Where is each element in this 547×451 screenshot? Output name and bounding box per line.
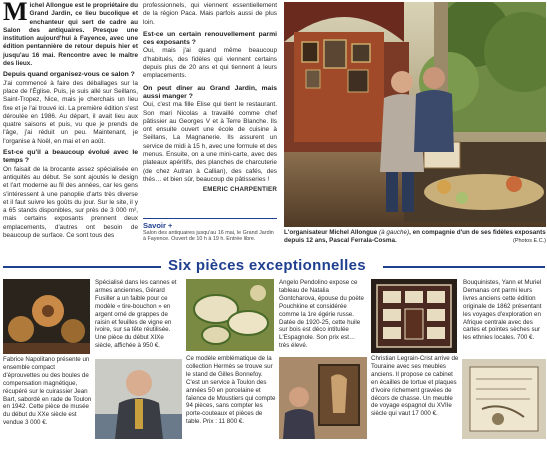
caption-italic: (à gauche) <box>377 229 410 236</box>
article-column-1 <box>3 2 138 240</box>
piece-5-photo <box>371 279 457 353</box>
question-4: On peut dîner au Grand Jardin, mais aussi manger ? <box>143 84 277 100</box>
savoir-label: Savoir + <box>143 221 173 230</box>
main-photo-image <box>284 2 546 227</box>
question-3: Est-ce un certain renouvellement parmi ces exposants ? <box>143 30 277 47</box>
article-column-2 <box>143 2 277 195</box>
piece-3-image <box>186 279 274 351</box>
savoir-text: Salon des antiquaires jusqu'au 16 mai, le Grand Jardin à Fayence. Ouvert de 10 h à 19 h. Entrée libre. <box>143 230 274 243</box>
piece-1-text: Fabrice Napolitano présente un ensemble compact d'éprouvettes ou des boules de compensation magnétique, récupéré sur le cuirassier Jean Bart, sabordé en rade de Toulon en 1942. Cette pièce de musée du début du XXe siècle est vendue 3 000 €. <box>3 356 92 427</box>
piece-2-photo <box>95 359 182 439</box>
piece-4-image <box>279 357 367 439</box>
photo-credit: (Photos E.C.) <box>512 238 546 244</box>
piece-1-image <box>3 279 90 354</box>
piece-5-image <box>371 279 457 353</box>
answer-4: Oui, c'est ma fille Elise qui tient le restaurant. Son mari Nicolas a travaillé comme chef pâtissier au Georges V et à Terre Blanche. Ils ont ensuite ouvert une école de cuisine à Seillans, La Magnanerie. Ils assurent un service de midi à 15 h, avec une formule et des menus. Ensuite, on a une mini-carte, avec des plateaux apéritifs, des planches de charcuterie (de chez Autran à Callian), des cafés, des thés… et bien sûr, beaucoup de pâtisseries ! <box>143 101 277 183</box>
piece-2-image <box>95 359 182 439</box>
main-photo <box>284 2 546 227</box>
piece-1-photo <box>3 279 90 354</box>
question-1: Depuis quand organisez-vous ce salon ? <box>3 71 135 79</box>
drop-cap: M <box>3 0 28 26</box>
piece-4-photo <box>279 357 367 439</box>
caption-rest: , en compagnie d'un de ses fidèles exposants depuis 12 ans, Pascal Ferrala-Cosma. <box>284 229 546 244</box>
piece-6-text: Bouquinistes, Yann et Muriel Demanas ont parmi leurs livres anciens cette édition originale de 1862 présentant les voyages d'exploration en Afrique centrale avec des cartes et pointes sèches sur les ethnies locales. 700 €. <box>463 279 542 342</box>
intro-paragraph <box>3 2 138 68</box>
savoir-box <box>143 218 277 243</box>
piece-6-photo <box>462 359 546 439</box>
piece-4-text: Angelo Pendolino expose ce tableau de Natalia Gontcharova, épouse du poète Pouchkine et considérée comme la 1re égérie russe. Datée de 1920-25, cette huile sur bois est déco intitulée L'Espagnole. Son prix est… très élevé. <box>279 279 364 350</box>
section-title: Six pièces exceptionnelles <box>168 257 366 274</box>
question-2: Est-ce qu'il a beaucoup évolué avec le temps ? <box>3 149 138 165</box>
caption-bold: L'organisateur Michel Allongue <box>284 229 378 236</box>
piece-3-photo <box>186 279 274 351</box>
section-rule-right <box>383 266 545 268</box>
piece-5-text: Christian Legrain-Crist arrive de Touraine avec ses meubles anciens. Il propose ce cabinet en écailles de tortue et plaques d'ivoire richement gravées de décors de chasse. Un meuble de voyage espagnol du XVIIe siècle qui vaut 17 000 €. <box>371 355 459 418</box>
piece-2-text: Spécialisé dans les cannes et armes anciennes, Gérard Fusiller a un faible pour ce modèle « tire-bouchon » en argent orné de grappes de raisin et feuilles de vigne en ivoire, sur sa tête réutilisée. Une pièce du début XIXe siècle, affichée à 950 €. <box>95 279 177 350</box>
answer-3: Oui, mais j'ai quand même beaucoup d'habitués, des fidèles qui viennent certains depuis plus de 20 ans et qui tiennent à leurs emplacements. <box>143 47 277 80</box>
piece-6-image <box>462 359 546 439</box>
piece-3-text: Ce modèle emblématique de la collection Hermès se trouve sur le stand de Gilles Bonnefoy. C'est un service à Toulon des années 50 en porcelaine et faïence de Moustiers qui compte 94 pièces, sans compter les porte-couteaux et pièces de table. Prix : 11 800 €. <box>186 355 276 426</box>
answer-2-continued: professionnels, qui viennent essentiellement de la région Paca. Mais parfois aussi de plus loin. <box>143 2 277 26</box>
section-rule-left <box>3 266 161 268</box>
intro-text: ichel Allongue est le propriétaire du Grand Jardin, ce lieu bucolique et enchanteur qui sert de cadre au Salon des antiquaires. Presque une institution aujourd'hui à Fayence, avec une édition pentannière de retour depuis hier et jusqu'au 16 mai. Rencontre avec le maître des lieux. <box>3 2 138 68</box>
main-caption <box>284 229 546 245</box>
answer-2: On faisait de la brocante assez spécialisée en antiquités au début. Se sont ajoutés le design et l'art moderne au fil des années, car les gens s'intéressent à une panoplie d'arts très diverse et il faut suivre les goûts du jour. Sur le site, il y a 65 stands disponibles, sur près de 3 000 m², mais certains exposants prennent deux emplacements, d'autres ont besoin de beaucoup de surface. Ce sont tous des <box>3 165 138 240</box>
answer-1: J'ai commencé à faire des déballages sur la place de l'Église. Puis, je suis allé sur Seillans, Saint-Tropez, Nice, mais je cherchais un lieu fixe et je l'ai trouvé ici. La première édition s'est déroulée en 1986. Au départ, il avait lieu aux quatre saisons et puis, vu que je prends de l'âge, j'ai réduit un peu. Maintenant, je l'organise à Noël, en mai et en août. <box>3 79 138 145</box>
author-signature: EMERIC CHARPENTIER <box>202 186 277 194</box>
